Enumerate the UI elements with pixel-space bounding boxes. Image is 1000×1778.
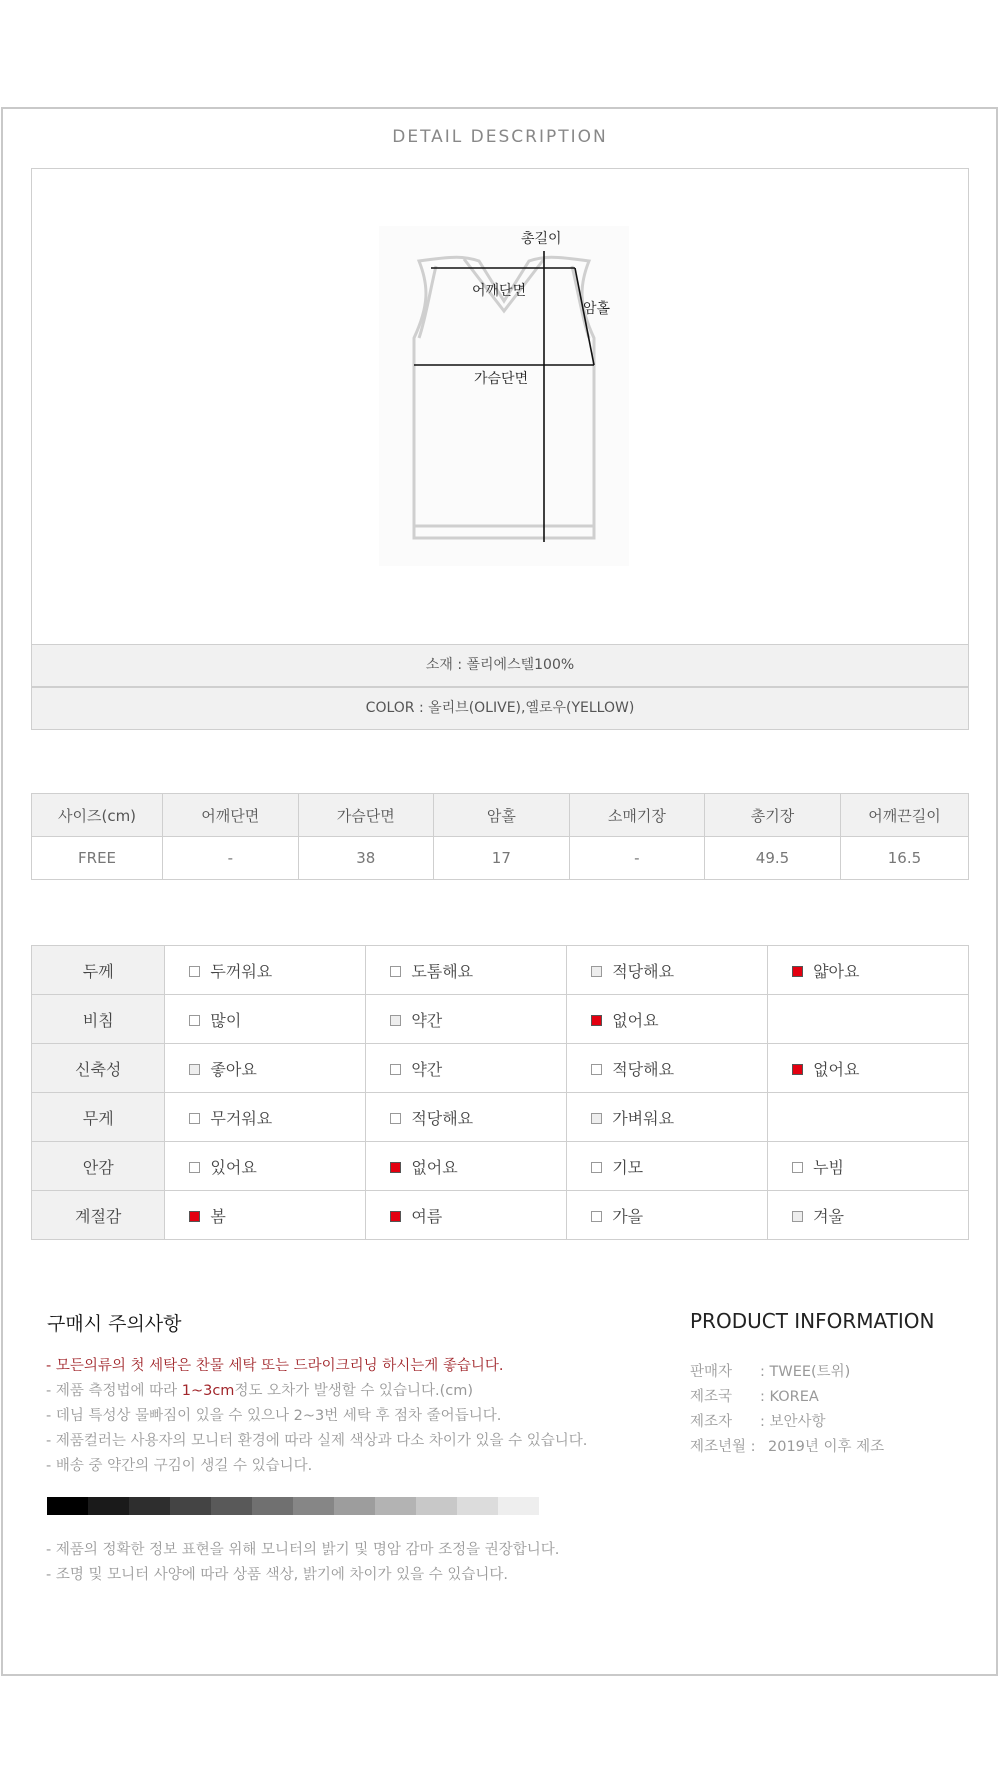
feel-option-label: 봄 — [210, 1206, 226, 1226]
feel-row — [32, 1191, 969, 1240]
feel-option-label: 좋아요 — [210, 1059, 257, 1079]
gray-swatch — [211, 1497, 252, 1515]
feel-option-label: 적당해요 — [612, 1059, 675, 1079]
size-header-cell: 어깨끈길이 — [840, 794, 968, 837]
unchecked-box-icon — [591, 1162, 602, 1173]
label-chest: 가슴단면 — [474, 371, 529, 387]
checked-box-icon — [792, 966, 803, 977]
size-header-cell: 사이즈(cm) — [32, 794, 163, 837]
material-bar: 소재 : 폴리에스텔100% — [31, 644, 969, 687]
feel-row — [32, 1044, 969, 1093]
notice-highlight: 1~3cm — [181, 1383, 235, 1399]
feel-option — [366, 1142, 567, 1191]
feel-row — [32, 1142, 969, 1191]
feel-option-label: 없어요 — [813, 1059, 860, 1079]
feel-option — [165, 1191, 366, 1240]
feel-option-label: 없어요 — [612, 1010, 659, 1030]
feel-option-label: 겨울 — [813, 1206, 845, 1226]
checked-box-icon — [390, 1162, 401, 1173]
unchecked-box-icon — [591, 966, 602, 977]
size-header-cell: 총기장 — [705, 794, 841, 837]
info-value: 2019년 이후 제조 — [768, 1439, 885, 1455]
color-bar: COLOR : 올리브(OLIVE),옐로우(YELLOW) — [31, 687, 969, 730]
unchecked-box-icon — [792, 1162, 803, 1173]
product-info-row — [690, 1410, 884, 1435]
checked-box-icon — [189, 1211, 200, 1222]
feel-option — [768, 1142, 969, 1191]
label-total-length: 총길이 — [521, 231, 562, 247]
feel-option — [165, 946, 366, 995]
feel-option-label: 누빔 — [813, 1157, 845, 1177]
notice-line — [46, 1379, 587, 1404]
unchecked-box-icon — [189, 1015, 200, 1026]
unchecked-box-icon — [591, 1211, 602, 1222]
feel-option-label: 기모 — [612, 1157, 644, 1177]
feel-option — [768, 946, 969, 995]
unchecked-box-icon — [390, 1015, 401, 1026]
feel-row — [32, 946, 969, 995]
gray-scale-strip — [47, 1497, 539, 1515]
size-cell: 16.5 — [840, 837, 968, 880]
feel-row — [32, 995, 969, 1044]
feel-option-label: 가을 — [612, 1206, 644, 1226]
feel-option — [366, 1093, 567, 1142]
size-header-cell: 가슴단면 — [298, 794, 434, 837]
checked-box-icon — [591, 1015, 602, 1026]
fabric-feel-table — [31, 945, 969, 1240]
size-header-cell: 어깨단면 — [163, 794, 298, 837]
info-key: 판매자 — [690, 1364, 733, 1380]
feel-option — [567, 1191, 768, 1240]
notice-line: - 제품의 정확한 정보 표현을 위해 모니터의 밝기 및 명암 감마 조정을 권장합니다. — [46, 1542, 560, 1558]
size-cell: 49.5 — [705, 837, 841, 880]
feel-option — [567, 995, 768, 1044]
unchecked-box-icon — [591, 1064, 602, 1075]
product-info-title: PRODUCT INFORMATION — [690, 1309, 935, 1333]
section-title: DETAIL DESCRIPTION — [392, 127, 608, 147]
feel-option — [768, 1044, 969, 1093]
feel-option-label: 많이 — [210, 1010, 242, 1030]
feel-option — [567, 1093, 768, 1142]
feel-option — [366, 995, 567, 1044]
monitor-notice — [46, 1538, 559, 1588]
feel-option — [366, 946, 567, 995]
feel-option — [165, 1093, 366, 1142]
checked-box-icon — [792, 1064, 803, 1075]
feel-option — [366, 1044, 567, 1093]
size-header-cell: 암홀 — [434, 794, 570, 837]
unchecked-box-icon — [189, 1113, 200, 1124]
size-cell: 17 — [434, 837, 570, 880]
feel-row-label: 신축성 — [32, 1044, 165, 1093]
feel-option-label: 없어요 — [411, 1157, 458, 1177]
gray-swatch — [88, 1497, 129, 1515]
feel-option-label: 약간 — [411, 1010, 443, 1030]
info-key: 제조국 — [690, 1389, 733, 1405]
feel-row-label: 안감 — [32, 1142, 165, 1191]
feel-row-label: 무게 — [32, 1093, 165, 1142]
notice-text: 정도 오차가 발생할 수 있습니다.(cm) — [234, 1383, 473, 1399]
feel-row-label: 두께 — [32, 946, 165, 995]
feel-option — [366, 1191, 567, 1240]
product-info-row — [690, 1435, 884, 1460]
feel-option-label: 약간 — [411, 1059, 443, 1079]
notice-title: 구매시 주의사항 — [47, 1313, 182, 1335]
feel-option-label: 있어요 — [210, 1157, 257, 1177]
feel-option — [567, 1044, 768, 1093]
product-info-row — [690, 1385, 884, 1410]
gray-swatch — [416, 1497, 457, 1515]
feel-option-label: 두꺼워요 — [210, 961, 273, 981]
product-info-list — [690, 1360, 884, 1460]
feel-option-label: 적당해요 — [612, 961, 675, 981]
feel-option — [768, 1093, 969, 1142]
feel-option — [768, 995, 969, 1044]
gray-swatch — [252, 1497, 293, 1515]
size-table — [31, 793, 969, 880]
gray-swatch — [375, 1497, 416, 1515]
size-cell: 38 — [298, 837, 434, 880]
size-cell: - — [163, 837, 298, 880]
label-shoulder: 어깨단면 — [472, 283, 527, 299]
notice-line: - 조명 및 모니터 사양에 따라 상품 색상, 밝기에 차이가 있을 수 있습니다. — [46, 1567, 508, 1583]
unchecked-box-icon — [189, 966, 200, 977]
feel-option — [567, 1142, 768, 1191]
gray-swatch — [129, 1497, 170, 1515]
feel-option — [768, 1191, 969, 1240]
gray-swatch — [47, 1497, 88, 1515]
unchecked-box-icon — [792, 1211, 803, 1222]
product-image-box — [31, 168, 969, 644]
feel-option — [567, 946, 768, 995]
notice-line: - 모든의류의 첫 세탁은 찬물 세탁 또는 드라이크리닝 하시는게 좋습니다. — [46, 1358, 504, 1374]
gray-swatch — [170, 1497, 211, 1515]
gray-swatch — [498, 1497, 539, 1515]
label-armhole: 암홀 — [583, 301, 611, 317]
feel-option-label: 도톰해요 — [411, 961, 474, 981]
feel-option — [165, 1044, 366, 1093]
notice-line: - 배송 중 약간의 구김이 생길 수 있습니다. — [46, 1458, 313, 1474]
size-table-header — [32, 794, 969, 837]
checked-box-icon — [390, 1211, 401, 1222]
notice-list — [46, 1354, 587, 1479]
gray-swatch — [457, 1497, 498, 1515]
feel-row-label: 계절감 — [32, 1191, 165, 1240]
unchecked-box-icon — [189, 1064, 200, 1075]
feel-option-label: 적당해요 — [411, 1108, 474, 1128]
size-header-cell: 소매기장 — [569, 794, 704, 837]
feel-row — [32, 1093, 969, 1142]
size-cell: FREE — [32, 837, 163, 880]
unchecked-box-icon — [390, 1113, 401, 1124]
notice-line: - 데님 특성상 물빠짐이 있을 수 있으나 2~3번 세탁 후 점차 줄어듭니다. — [46, 1408, 502, 1424]
info-value: : TWEE(트위) — [760, 1364, 851, 1380]
feel-option-label: 무거워요 — [210, 1108, 273, 1128]
notice-line: - 제품컬러는 사용자의 모니터 환경에 따라 실제 색상과 다소 차이가 있을 수 있습니다. — [46, 1433, 588, 1449]
unchecked-box-icon — [390, 966, 401, 977]
gray-swatch — [293, 1497, 334, 1515]
info-value: : 보안사항 — [760, 1414, 826, 1430]
unchecked-box-icon — [390, 1064, 401, 1075]
info-value: : KOREA — [760, 1389, 819, 1405]
product-info-row — [690, 1360, 884, 1385]
unchecked-box-icon — [189, 1162, 200, 1173]
gray-swatch — [334, 1497, 375, 1515]
feel-option — [165, 1142, 366, 1191]
feel-option-label: 여름 — [411, 1206, 443, 1226]
feel-option-label: 얇아요 — [813, 961, 860, 981]
info-key: 제조자 — [690, 1414, 733, 1430]
info-key: 제조년월 : — [690, 1439, 756, 1455]
size-table-row — [32, 837, 969, 880]
notice-text: - 제품 측정법에 따라 — [46, 1383, 182, 1399]
size-cell: - — [569, 837, 704, 880]
unchecked-box-icon — [591, 1113, 602, 1124]
feel-option-label: 가벼워요 — [612, 1108, 675, 1128]
vest-diagram — [379, 226, 629, 566]
feel-option — [165, 995, 366, 1044]
feel-row-label: 비침 — [32, 995, 165, 1044]
